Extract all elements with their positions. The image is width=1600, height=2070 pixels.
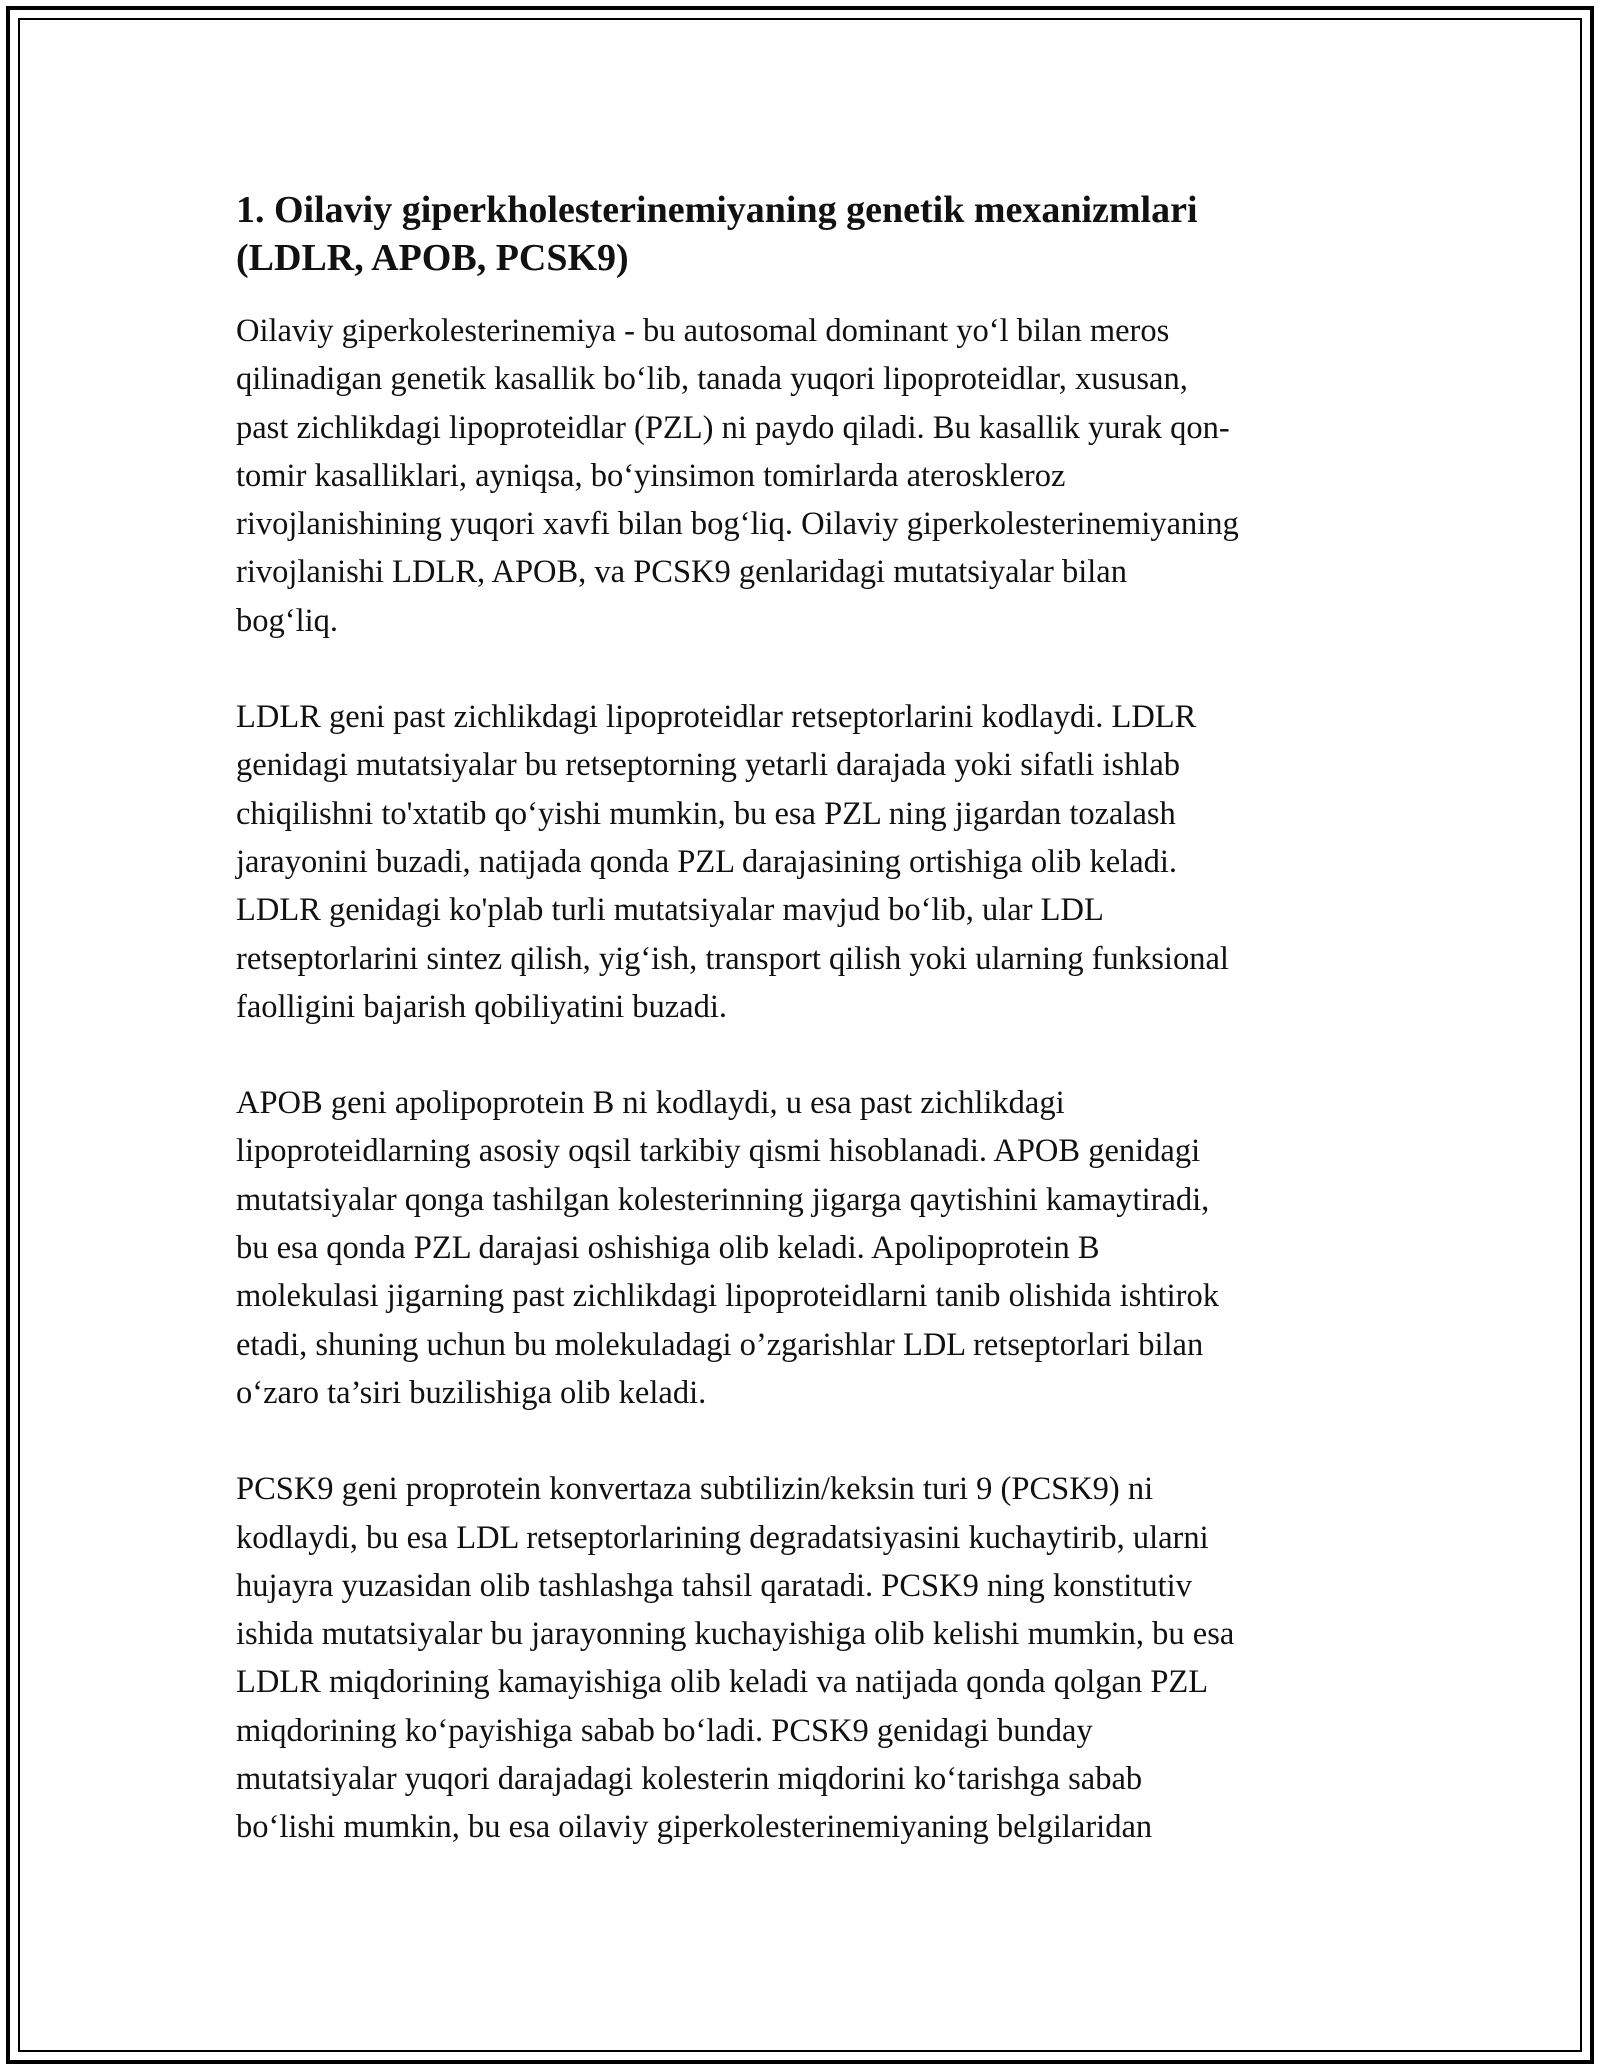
paragraph-line: tomir kasalliklari, ayniqsa, bo‘yinsimon tomirlarda ateroskleroz — [236, 457, 1066, 494]
paragraph-line: bo‘lishi mumkin, bu esa oilaviy giperkolesterinemiyaning belgilaridan — [236, 1809, 1153, 1846]
paragraph-line: faolligini bajarish qobiliyatini buzadi. — [236, 988, 728, 1025]
paragraph-line: mutatsiyalar yuqori darajadagi kolesterin miqdorini ko‘tarishga sabab — [236, 1761, 1143, 1798]
paragraph-line: PCSK9 geni proprotein konvertaza subtilizin/keksin turi 9 (PCSK9) ni — [236, 1471, 1154, 1508]
paragraph-line: bog‘liq. — [236, 602, 339, 639]
paragraph-line: Oilaviy giperkolesterinemiya - bu autosomal dominant yo‘l bilan meros — [236, 313, 1170, 349]
paragraph-line: chiqilishni to'xtatib qo‘yishi mumkin, bu esa PZL ning jigardan tozalash — [236, 795, 1176, 832]
section-heading-line-1: 1. Oilaviy giperkholesterinemiyaning genetik mexanizmlari — [236, 189, 1198, 231]
paragraph-line: jarayonini buzadi, natijada qonda PZL darajasining ortishiga olib keladi. — [236, 843, 1178, 880]
document-body — [236, 186, 1386, 1852]
paragraph-line: LDLR genidagi ko'plab turli mutatsiyalar mavjud bo‘lib, ular LDL — [236, 892, 1104, 929]
paragraph-3 — [236, 1079, 1386, 1417]
paragraph-line: molekulasi jigarning past zichlikdagi lipoproteidlarni tanib olishida ishtirok — [236, 1278, 1219, 1315]
paragraph-line: LDLR miqdorining kamayishiga olib keladi va natijada qonda qolgan PZL — [236, 1664, 1209, 1701]
paragraph-line: miqdorining ko‘payishiga sabab bo‘ladi. PCSK9 genidagi bunday — [236, 1712, 1093, 1749]
paragraph-line: bu esa qonda PZL darajasi oshishiga olib keladi. Apolipoprotein B — [236, 1230, 1100, 1267]
paragraph-line: rivojlanishi LDLR, APOB, va PCSK9 genlaridagi mutatsiyalar bilan — [236, 554, 1127, 591]
section-heading — [236, 186, 1386, 282]
paragraph-4 — [236, 1465, 1386, 1851]
section-heading-line-2: (LDLR, APOB, PCSK9) — [236, 237, 629, 279]
paragraph-list — [236, 307, 1386, 1852]
paragraph-1 — [236, 307, 1386, 645]
paragraph-line: APOB geni apolipoprotein B ni kodlaydi, u esa past zichlikdagi — [236, 1085, 1065, 1122]
paragraph-line: LDLR geni past zichlikdagi lipoproteidlar retseptorlarini kodlaydi. LDLR — [236, 699, 1197, 736]
paragraph-line: o‘zaro ta’siri buzilishiga olib keladi. — [236, 1374, 707, 1411]
paragraph-line: rivojlanishining yuqori xavfi bilan bog‘liq. Oilaviy giperkolesterinemiyaning — [236, 506, 1239, 543]
paragraph-line: ishida mutatsiyalar bu jarayonning kuchayishiga olib kelishi mumkin, bu esa — [236, 1616, 1235, 1653]
paragraph-line: mutatsiyalar qonga tashilgan kolesterinning jigarga qaytishini kamaytiradi, — [236, 1181, 1210, 1218]
paragraph-line: hujayra yuzasidan olib tashlashga tahsil qaratadi. PCSK9 ning konstitutiv — [236, 1567, 1192, 1604]
paragraph-2 — [236, 693, 1386, 1031]
paragraph-line: kodlaydi, bu esa LDL retseptorlarining degradatsiyasini kuchaytirib, ularni — [236, 1519, 1209, 1556]
paragraph-line: past zichlikdagi lipoproteidlar (PZL) ni paydo qiladi. Bu kasallik yurak qon- — [236, 409, 1230, 446]
paragraph-line: retseptorlarini sintez qilish, yig‘ish, transport qilish yoki ularning funksional — [236, 940, 1229, 977]
paragraph-line: qilinadigan genetik kasallik bo‘lib, tanada yuqori lipoproteidlar, xususan, — [236, 361, 1188, 398]
paragraph-line: genidagi mutatsiyalar bu retseptorning yetarli darajada yoki sifatli ishlab — [236, 747, 1181, 784]
paragraph-line: lipoproteidlarning asosiy oqsil tarkibiy qismi hisoblanadi. APOB genidagi — [236, 1133, 1201, 1170]
paragraph-line: etadi, shuning uchun bu molekuladagi o’zgarishlar LDL retseptorlari bilan — [236, 1326, 1204, 1363]
